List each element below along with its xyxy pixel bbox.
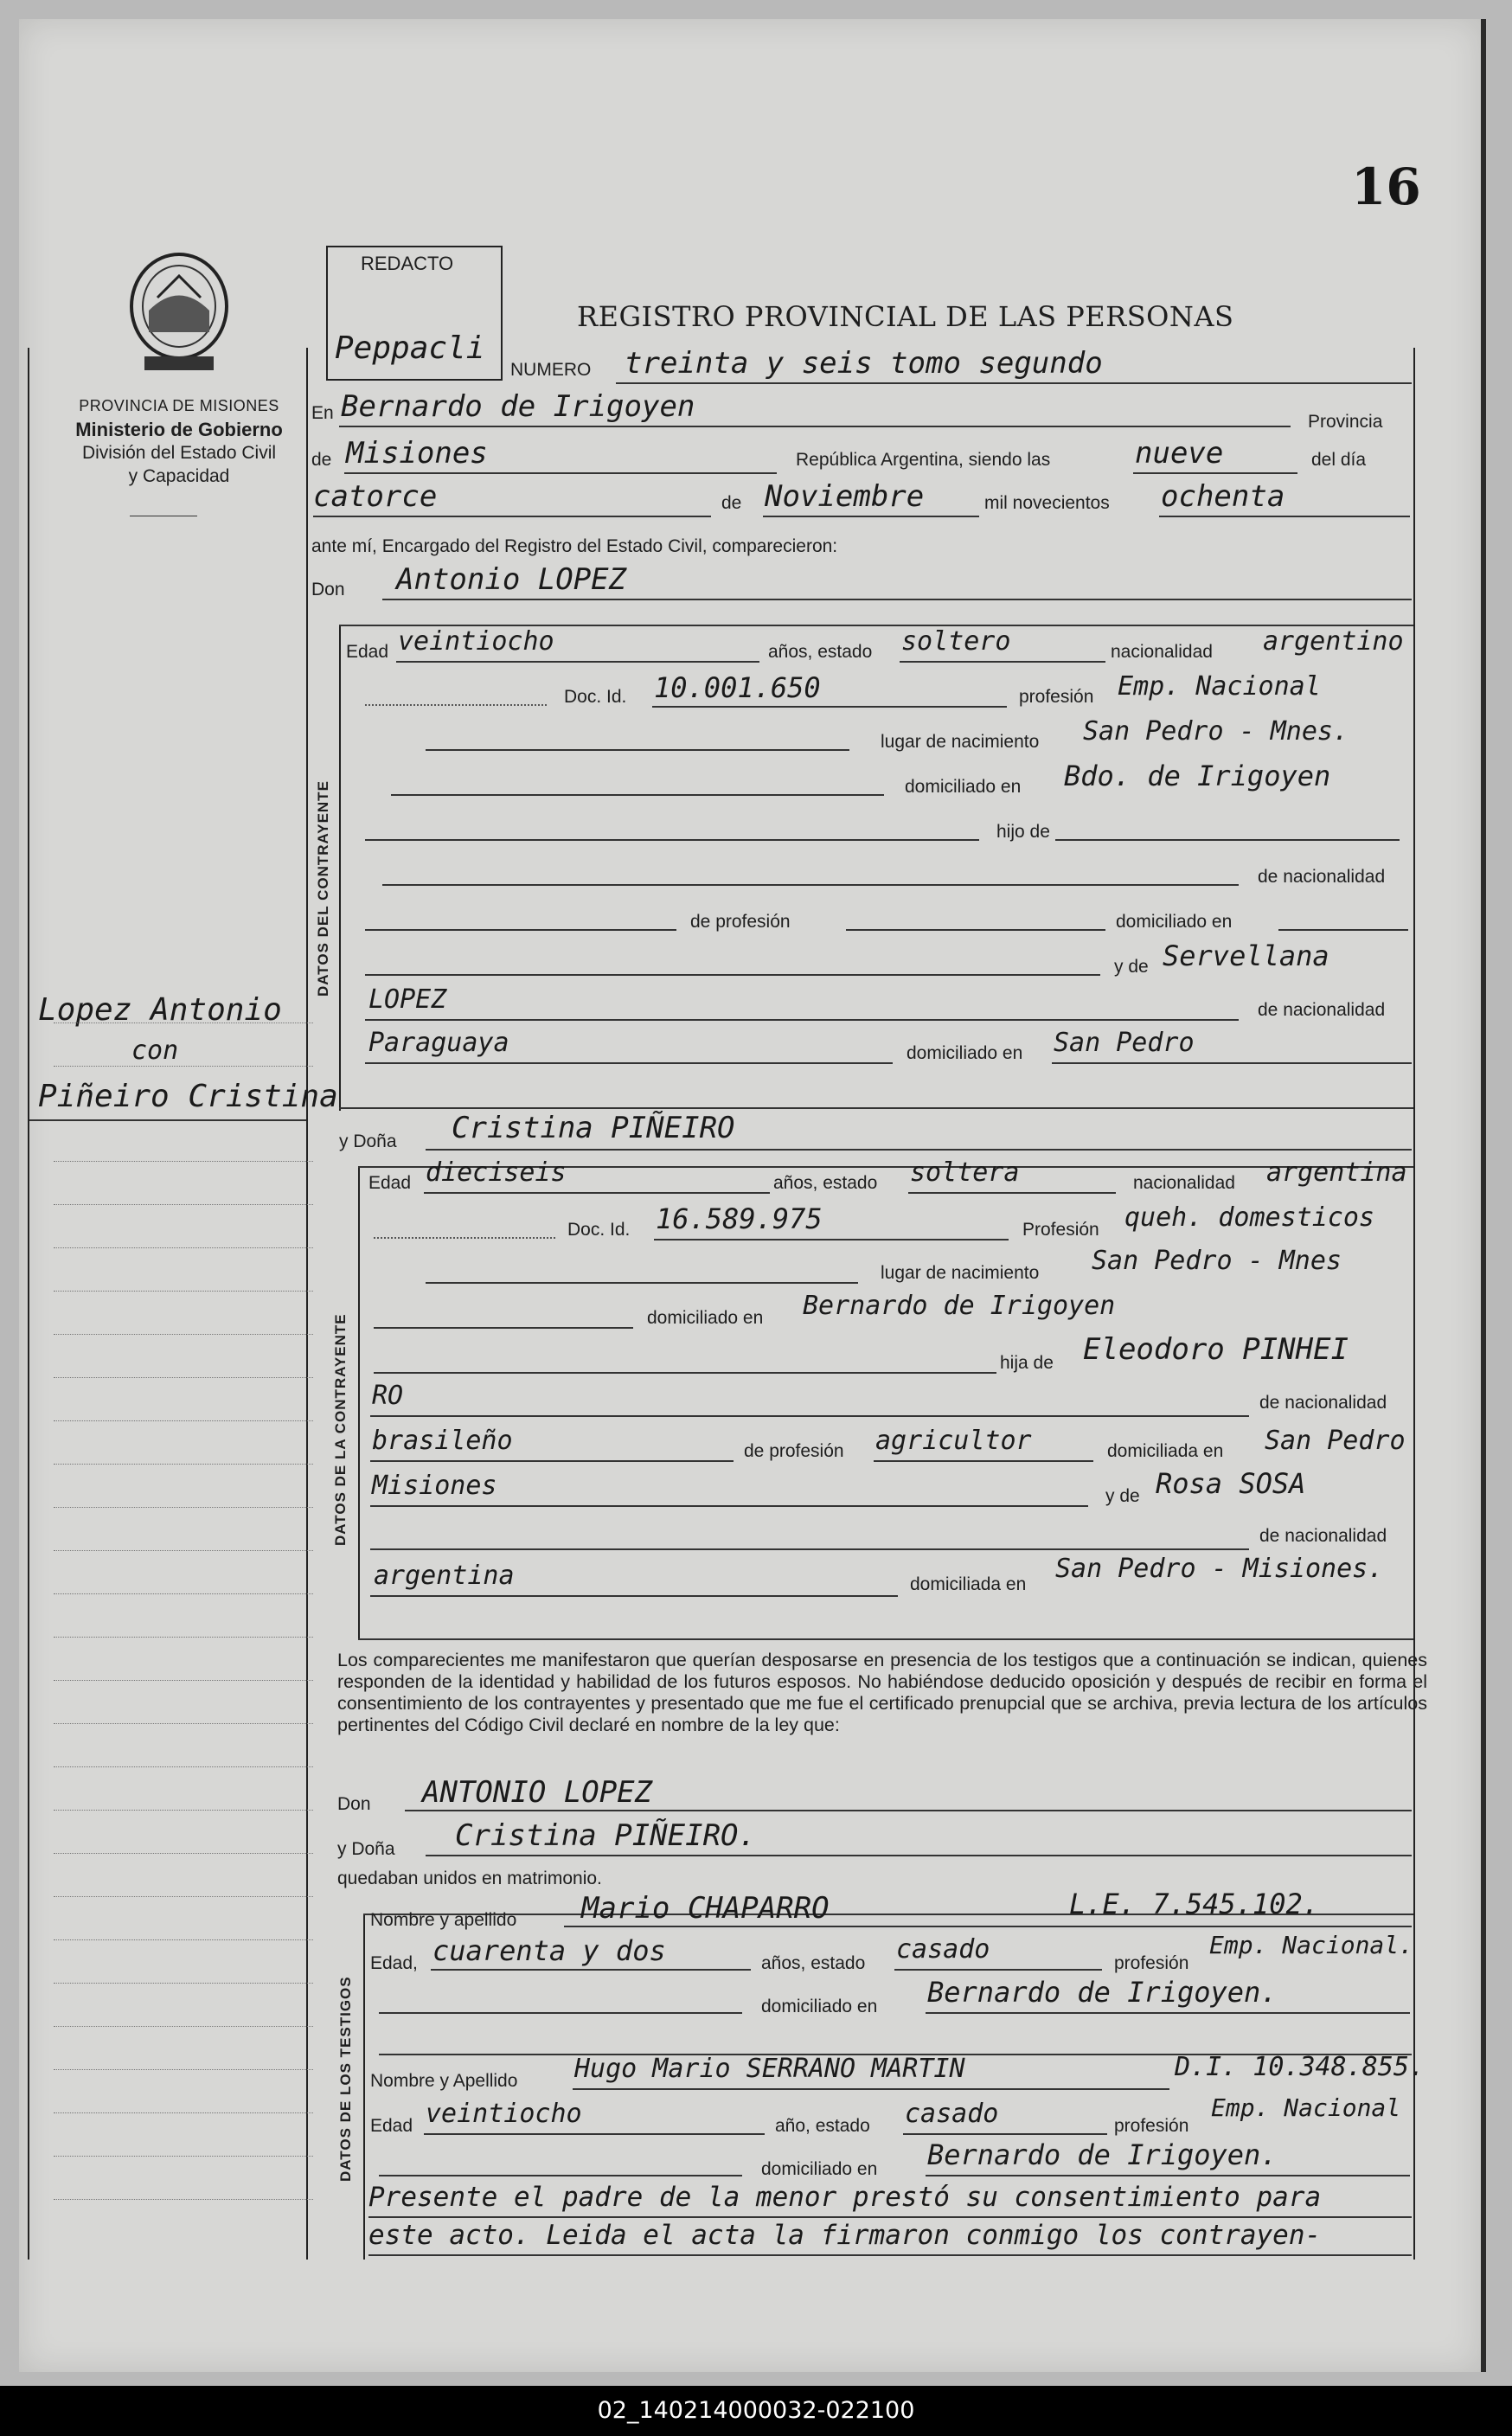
t1-domicilio-value: Bernardo de Irigoyen. <box>927 1976 1278 2009</box>
quedaban-text: quedaban unidos en matrimonio. <box>337 1869 602 1888</box>
t2-domicilio-label: domiciliado en <box>761 2159 878 2179</box>
c-de-profesion-label: de profesión <box>690 912 791 932</box>
nota-line-2: este acto. Leida el acta la firmaron conmigo los contrayen- <box>368 2220 1322 2251</box>
f-padre-profesion: agricultor <box>875 1426 1032 1456</box>
c-lugar-label: lugar de nacimiento <box>881 732 1040 752</box>
t1-domicilio-label: domiciliado en <box>761 1997 878 2016</box>
f-de-profesion-label: de profesión <box>744 1441 844 1461</box>
c-domiciliado-label-2: domiciliado en <box>1116 912 1233 932</box>
c-domicilio-value: Bdo. de Irigoyen <box>1064 760 1331 792</box>
f-lugar-value: San Pedro - Mnes <box>1092 1246 1342 1276</box>
f-domiciliada-label-2: domiciliada en <box>910 1574 1027 1594</box>
t1-doc-value: L.E. 7.545.102. <box>1069 1888 1319 1920</box>
f-doc-label: Doc. Id. <box>567 1220 631 1240</box>
nota-line-1: Presente el padre de la menor prestó su consentimiento para <box>368 2182 1322 2213</box>
f-profesion-value: queh. domesticos <box>1124 1202 1374 1233</box>
f-de-nacionalidad-label: de nacionalidad <box>1259 1393 1387 1413</box>
left-border <box>28 348 29 2260</box>
t2-domicilio-value: Bernardo de Irigoyen. <box>927 2138 1278 2171</box>
f-madre-domicilio: San Pedro - Misiones. <box>1055 1554 1384 1584</box>
t1-estado-value: casado <box>896 1934 990 1965</box>
t2-profesion-label: profesión <box>1114 2116 1189 2136</box>
f-padre-domicilio-2: Misiones <box>372 1471 497 1501</box>
de-mes-label: de <box>721 493 742 513</box>
c-nacionalidad-label: nacionalidad <box>1111 642 1213 662</box>
provincia-label: Provincia <box>1308 412 1383 432</box>
numero-label: NUMERO <box>510 360 592 380</box>
t1-edad-label: Edad, <box>370 1953 418 1973</box>
footer-id: 02_140214000032-022100 <box>597 2397 915 2424</box>
division-label-2: y Capacidad <box>128 466 230 486</box>
contrayenta-section-label: DATOS DE LA CONTRAYENTE <box>332 1313 349 1546</box>
margin-note-3: Piñeiro Cristina <box>38 1079 338 1114</box>
republica-label: República Argentina, siendo las <box>796 450 1051 470</box>
c-de-nacionalidad-label: de nacionalidad <box>1258 867 1386 887</box>
f-edad-label: Edad <box>368 1173 412 1193</box>
c-doc-value: 10.001.650 <box>654 671 821 704</box>
c-hijo-de-label: hijo de <box>996 822 1050 842</box>
c-estado-label: años, estado <box>768 642 873 662</box>
page-number: 16 <box>1351 157 1421 216</box>
f-estado-value: soltera <box>910 1157 1020 1188</box>
t1-nombre-label: Nombre y apellido <box>370 1910 517 1930</box>
redacto-label: REDACTO <box>361 253 454 274</box>
t2-estado-label: año, estado <box>775 2116 870 2136</box>
c-nacionalidad-value: argentino <box>1263 626 1404 657</box>
register-page <box>19 19 1486 2372</box>
f-domiciliada-label: domiciliada en <box>1107 1441 1224 1461</box>
decl-dona-value: Cristina PIÑEIRO. <box>455 1818 756 1853</box>
division-label-1: División del Estado Civil <box>81 443 277 463</box>
f-padre-nacionalidad: brasileño <box>372 1426 513 1456</box>
dia-value: catorce <box>313 479 438 514</box>
contrayente-box-left <box>339 625 341 1111</box>
de-value: Misiones <box>346 436 488 471</box>
c-y-de-label: y de <box>1114 957 1149 977</box>
c-edad-value: veintiocho <box>398 626 554 657</box>
c-edad-label: Edad <box>346 642 389 662</box>
f-profesion-label: Profesión <box>1022 1220 1099 1240</box>
testigos-section-label: DATOS DE LOS TESTIGOS <box>337 1976 354 2182</box>
don-label: Don <box>311 580 345 599</box>
ministry-label: Ministerio de Gobierno <box>75 419 283 440</box>
f-estado-label: años, estado <box>773 1173 878 1193</box>
c-madre-nacionalidad: Paraguaya <box>368 1028 509 1058</box>
t2-profesion-value: Emp. Nacional <box>1211 2093 1401 2122</box>
en-label: En <box>311 403 334 423</box>
redacto-signature: Peppacli <box>335 330 485 366</box>
en-value: Bernardo de Irigoyen <box>341 389 695 424</box>
decl-don-label: Don <box>337 1794 371 1814</box>
t2-estado-value: casado <box>905 2099 999 2129</box>
f-padre-domicilio: San Pedro <box>1265 1426 1406 1456</box>
margin-divider <box>306 348 308 2260</box>
margin-note-1: Lopez Antonio <box>38 992 282 1028</box>
margin-rule <box>29 1119 306 1121</box>
f-domiciliado-label: domiciliado en <box>647 1308 764 1328</box>
t1-estado-label: años, estado <box>761 1953 866 1973</box>
f-madre-nacionalidad: argentina <box>374 1561 515 1591</box>
decl-don-value: ANTONIO LOPEZ <box>422 1775 653 1810</box>
f-doc-value: 16.589.975 <box>656 1202 823 1235</box>
margin-note-2: con <box>131 1035 179 1066</box>
f-y-de-label: y de <box>1105 1486 1140 1506</box>
f-lugar-label: lugar de nacimiento <box>881 1263 1040 1283</box>
t2-doc-value: D.I. 10.348.855. <box>1175 2052 1425 2082</box>
t2-edad-label: Edad <box>370 2116 413 2136</box>
decl-dona-label: y Doña <box>337 1839 395 1859</box>
anio-value: ochenta <box>1161 479 1285 514</box>
testigos-box-left <box>363 1914 365 2260</box>
c-profesion-label: profesión <box>1019 687 1094 707</box>
c-madre-domicilio: San Pedro <box>1054 1028 1195 1058</box>
f-domicilio-value: Bernardo de Irigoyen <box>803 1291 1116 1321</box>
c-madre-apellido: LOPEZ <box>368 984 447 1015</box>
redacto-box <box>326 246 503 381</box>
t1-profesion-label: profesión <box>1114 1953 1189 1973</box>
c-de-nacionalidad-label-2: de nacionalidad <box>1258 1000 1386 1020</box>
t1-profesion-value: Emp. Nacional. <box>1209 1931 1414 1959</box>
numero-value: treinta y seis tomo segundo <box>625 346 1103 381</box>
f-edad-value: dieciseis <box>426 1157 567 1188</box>
f-madre-value: Rosa SOSA <box>1156 1467 1306 1500</box>
contrayenta-box-left <box>358 1166 360 1640</box>
hora-value: nueve <box>1135 436 1224 471</box>
province-label: PROVINCIA DE MISIONES <box>79 397 279 414</box>
footer-bar <box>0 2386 1512 2436</box>
ministry-header <box>45 394 313 488</box>
del-dia-label: del día <box>1311 450 1367 470</box>
contrayente-section-label: DATOS DEL CONTRAYENTE <box>315 780 331 997</box>
dona-value: Cristina PIÑEIRO <box>452 1111 735 1145</box>
f-nacionalidad-value: argentina <box>1266 1157 1407 1188</box>
t1-edad-value: cuarenta y dos <box>432 1934 666 1967</box>
c-lugar-value: San Pedro - Mnes. <box>1083 716 1349 747</box>
c-estado-value: soltero <box>901 626 1011 657</box>
t2-nombre-label: Nombre y Apellido <box>370 2071 518 2091</box>
t2-nombre-value: Hugo Mario SERRANO MARTIN <box>574 2054 965 2084</box>
c-domiciliado-label: domiciliado en <box>905 777 1022 797</box>
c-profesion-value: Emp. Nacional <box>1118 671 1321 702</box>
mil-label: mil novecientos <box>984 493 1110 513</box>
f-padre-value-2: RO <box>372 1381 404 1411</box>
form-right-border <box>1413 348 1415 2260</box>
don-value: Antonio LOPEZ <box>396 562 627 597</box>
f-nacionalidad-label: nacionalidad <box>1133 1173 1235 1193</box>
c-doc-label: Doc. Id. <box>564 687 627 707</box>
declaration-paragraph: Los comparecientes me manifestaron que querían desposarse en presencia de los testigos que a continuación se indican, quienes responden de la identidad y habilidad de los futuros esposos. No habiéndose deducido oposición y después de recibir en forma el consentimiento de los contrayentes y presentado que me fue el certificado prenupcial que se archiva, previa lectura de los artículos pertinentes del Código Civil declaré en nombre de la ley que: <box>337 1650 1427 1735</box>
dona-label: y Doña <box>339 1131 397 1151</box>
f-de-nacionalidad-label-2: de nacionalidad <box>1259 1526 1387 1546</box>
t1-nombre-value: Mario CHAPARRO <box>581 1891 830 1926</box>
document-title: REGISTRO PROVINCIAL DE LAS PERSONAS <box>577 300 1234 333</box>
ante-mi-text: ante mí, Encargado del Registro del Estado Civil, comparecieron: <box>311 536 838 556</box>
f-padre-value: Eleodoro PINHEI <box>1083 1332 1349 1367</box>
t2-edad-value: veintiocho <box>426 2099 582 2129</box>
mes-value: Noviembre <box>765 479 925 514</box>
misiones-crest-icon <box>123 246 235 375</box>
c-domiciliado-label-3: domiciliado en <box>907 1043 1023 1063</box>
de-label: de <box>311 450 332 470</box>
f-hija-de-label: hija de <box>1000 1353 1054 1373</box>
c-madre-value: Servellana <box>1163 939 1329 972</box>
